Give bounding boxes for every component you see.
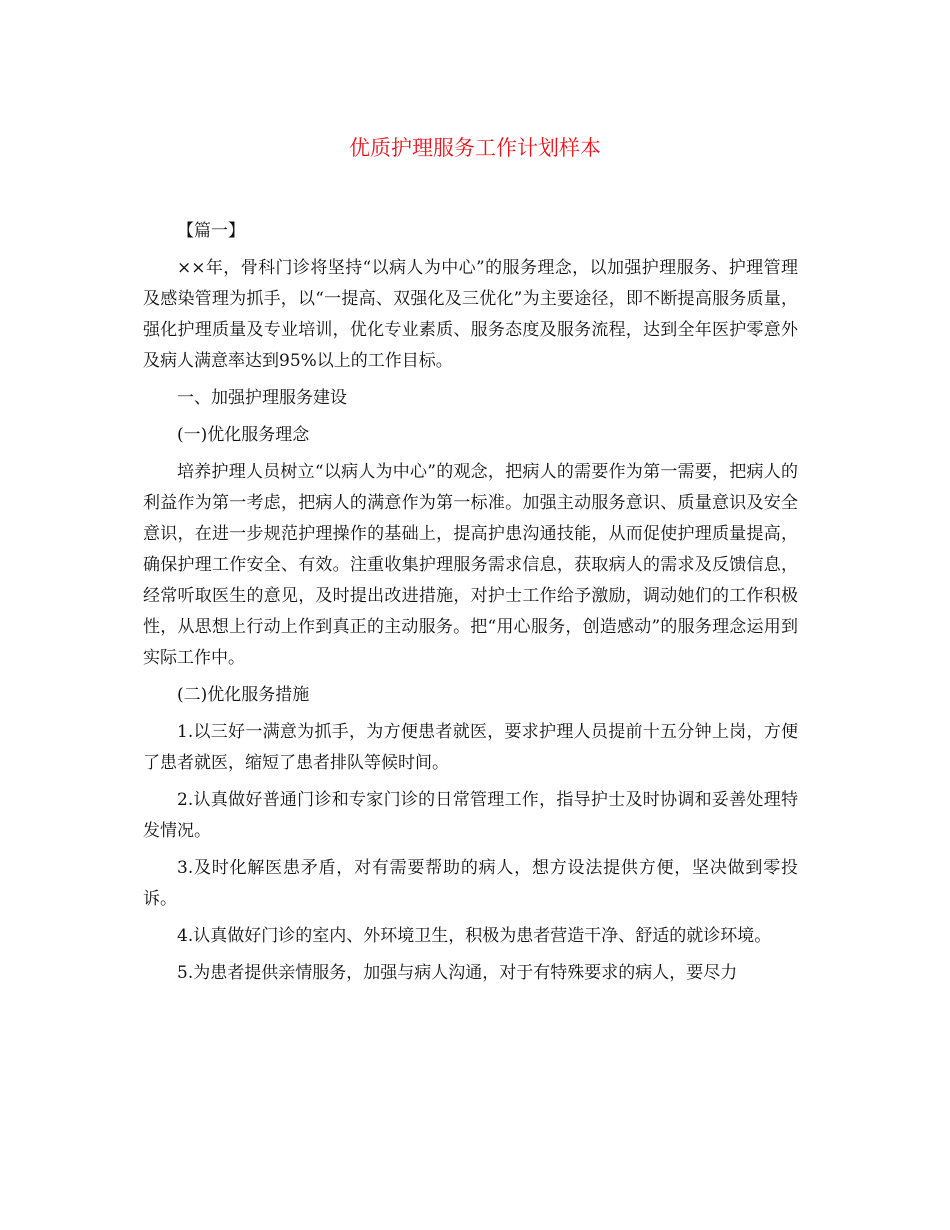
list-item-5: 5.为患者提供亲情服务，加强与病人沟通，对于有特殊要求的病人，要尽力	[177, 963, 738, 983]
list-item-3: 3.及时化解医患矛盾，对有需要帮助的病人，想方设法提供方便，坚决做到零投诉。	[143, 858, 798, 909]
subheading-optimize-concept: (一)优化服务理念	[177, 425, 310, 445]
section-label: 【篇一】	[177, 221, 245, 241]
list-item-4: 4.认真做好门诊的室内、外环境卫生，积极为患者营造干净、舒适的就诊环境。	[177, 926, 772, 946]
heading-service-construction: 一、加强护理服务建设	[177, 388, 347, 408]
document-body	[143, 216, 798, 995]
list-item-1: 1.以三好一满意为抓手，为方便患者就医，要求护理人员提前十五分钟上岗，方便了患者就医，缩短了患者排队等候时间。	[143, 722, 798, 773]
paragraph-service-concept: 培养护理人员树立“以病人为中心”的观念，把病人的需要作为第一需要，把病人的利益作为第一考虑，把病人的满意作为第一标准。加强主动服务意识、质量意识及安全意识，在进一步规范护理操作的基础上，提高护患沟通技能，从而促使护理质量提高，确保护理工作安全、有效。注重收集护理服务需求信息，获取病人的需求及反馈信息，经常听取医生的意见，及时提出改进措施，对护士工作给予激励，调动她们的工作积极性，从思想上行动上作到真正的主动服务。把“用心服务，创造感动”的服务理念运用到实际工作中。	[143, 462, 798, 668]
paragraph-intro: ××年，骨科门诊将坚持“以病人为中心”的服务理念，以加强护理服务、护理管理及感染管理为抓手，以“一提高、双强化及三优化”为主要途径，即不断提高服务质量，强化护理质量及专业培训，优化专业素质、服务态度及服务流程，达到全年医护零意外及病人满意率达到95%以上的工作目标。	[143, 258, 798, 371]
subheading-optimize-measures: (二)优化服务措施	[177, 685, 310, 705]
document-title: 优质护理服务工作计划样本	[349, 136, 601, 160]
list-item-2: 2.认真做好普通门诊和专家门诊的日常管理工作，指导护士及时协调和妥善处理特发情况。	[143, 790, 798, 841]
